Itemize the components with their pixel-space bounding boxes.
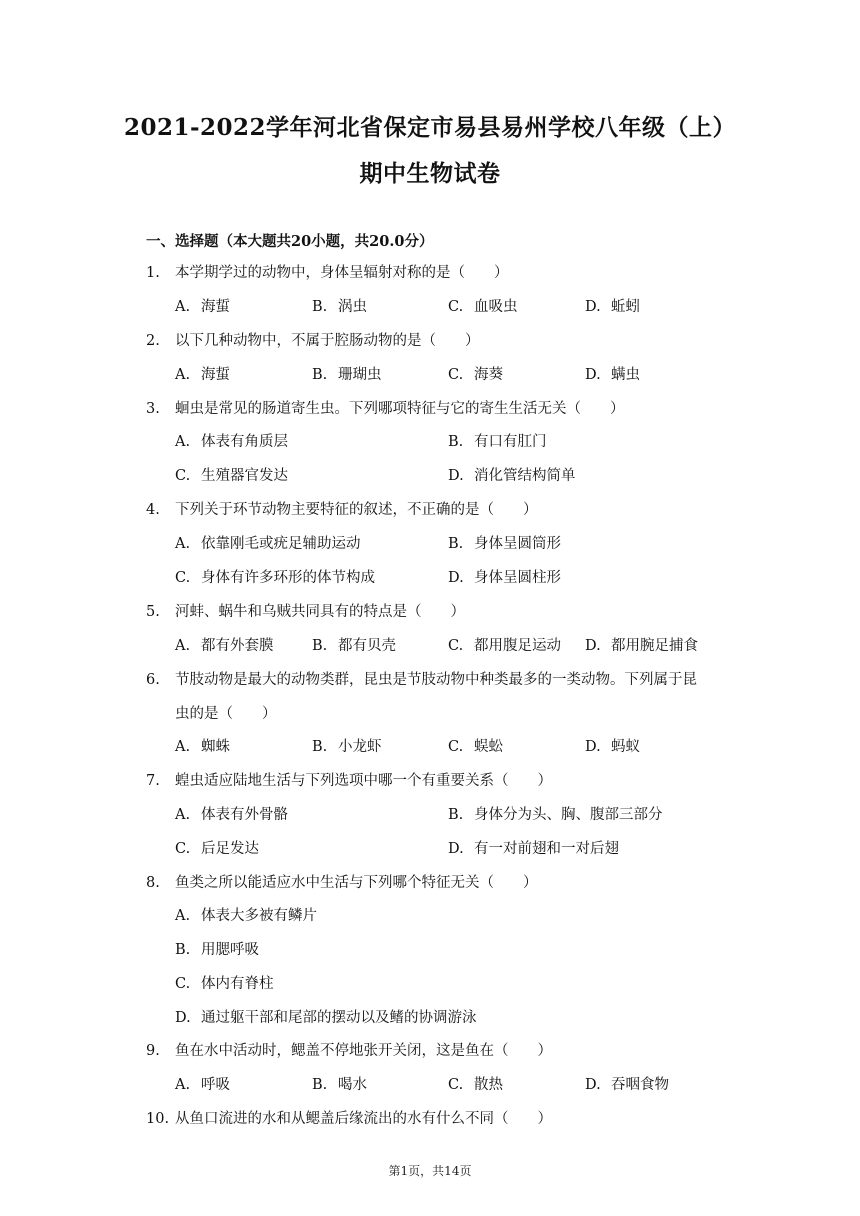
question-number: 9.: [146, 1043, 160, 1059]
option-d: D. 吞咽食物: [585, 1077, 669, 1093]
option-d: D. 都用腕足捕食: [585, 638, 698, 654]
question-text: 蛔虫是常见的肠道寄生虫。下列哪项特征与它的寄生生活无关（ ）: [175, 401, 625, 417]
question-number: 1.: [146, 265, 160, 281]
option-b: B. 涡虫: [312, 299, 367, 315]
option-c: C. 蜈蚣: [448, 739, 503, 755]
option-d: D. 有一对前翅和一对后翅: [448, 841, 619, 857]
question-number: 2.: [146, 333, 160, 349]
exam-title-line-2: 期中生物试卷: [359, 160, 501, 187]
question-text: 蝗虫适应陆地生活与下列选项中哪一个有重要关系（ ）: [175, 773, 552, 789]
option-a: A. 海蜇: [175, 367, 230, 383]
option-a: A. 依靠刚毛或疣足辅助运动: [175, 536, 361, 552]
page-footer: 第1页，共14页: [388, 1164, 472, 1178]
option-b: B. 小龙虾: [312, 739, 382, 755]
question-text: 以下几种动物中，不属于腔肠动物的是（ ）: [175, 333, 480, 349]
option-a: A. 海蜇: [175, 299, 230, 315]
option-c: C. 海葵: [448, 367, 503, 383]
question-number: 6.: [146, 672, 160, 688]
option-b: B. 都有贝壳: [312, 638, 396, 654]
option-b: B. 用腮呼吸: [175, 942, 259, 958]
option-d: D. 通过躯干部和尾部的摆动以及鳍的协调游泳: [175, 1010, 477, 1026]
question-number: 10.: [146, 1111, 170, 1127]
section-heading: 一、选择题（本大题共20小题，共20.0分）: [146, 233, 434, 250]
option-d: D. 身体呈圆柱形: [448, 570, 561, 586]
option-d: D. 蚂蚁: [585, 739, 640, 755]
option-c: C. 体内有脊柱: [175, 976, 274, 992]
option-c: C. 血吸虫: [448, 299, 518, 315]
option-d: D. 消化管结构简单: [448, 468, 576, 484]
option-c: C. 生殖器官发达: [175, 468, 288, 484]
question-number: 7.: [146, 773, 160, 789]
question-text: 节肢动物是最大的动物类群，昆虫是节肢动物中种类最多的一类动物。下列属于昆: [175, 672, 697, 688]
question-text: 本学期学过的动物中，身体呈辐射对称的是（ ）: [175, 265, 509, 281]
option-a: A. 体表大多被有鳞片: [175, 908, 317, 924]
question-text: 河蚌、蜗牛和乌贼共同具有的特点是（ ）: [175, 604, 465, 620]
question-text: 从鱼口流进的水和从鳃盖后缘流出的水有什么不同（ ）: [175, 1111, 552, 1127]
option-b: B. 身体呈圆筒形: [448, 536, 561, 552]
option-a: A. 蜘蛛: [175, 739, 230, 755]
option-c: C. 都用腹足运动: [448, 638, 561, 654]
question-text-continued: 虫的是（ ）: [175, 706, 277, 722]
option-c: C. 散热: [448, 1077, 503, 1093]
question-number: 8.: [146, 875, 160, 891]
question-number: 5.: [146, 604, 160, 620]
option-a: A. 体表有外骨骼: [175, 807, 288, 823]
option-b: B. 有口有肛门: [448, 434, 547, 450]
option-a: A. 呼吸: [175, 1077, 230, 1093]
option-b: B. 珊瑚虫: [312, 367, 382, 383]
option-d: D. 蚯蚓: [585, 299, 640, 315]
question-number: 3.: [146, 401, 160, 417]
option-b: B. 喝水: [312, 1077, 367, 1093]
exam-title-line-1: 2021-2022学年河北省保定市易县易州学校八年级（上）: [123, 114, 737, 141]
option-b: B. 身体分为头、胸、腹部三部分: [448, 807, 663, 823]
question-text: 下列关于环节动物主要特征的叙述，不正确的是（ ）: [175, 502, 538, 518]
option-a: A. 体表有角质层: [175, 434, 288, 450]
option-c: C. 身体有许多环形的体节构成: [175, 570, 375, 586]
question-number: 4.: [146, 502, 160, 518]
question-text: 鱼类之所以能适应水中生活与下列哪个特征无关（ ）: [175, 875, 538, 891]
option-a: A. 都有外套膜: [175, 638, 274, 654]
option-c: C. 后足发达: [175, 841, 259, 857]
question-text: 鱼在水中活动时，鳃盖不停地张开关闭，这是鱼在（ ）: [175, 1043, 552, 1059]
option-d: D. 螨虫: [585, 367, 640, 383]
